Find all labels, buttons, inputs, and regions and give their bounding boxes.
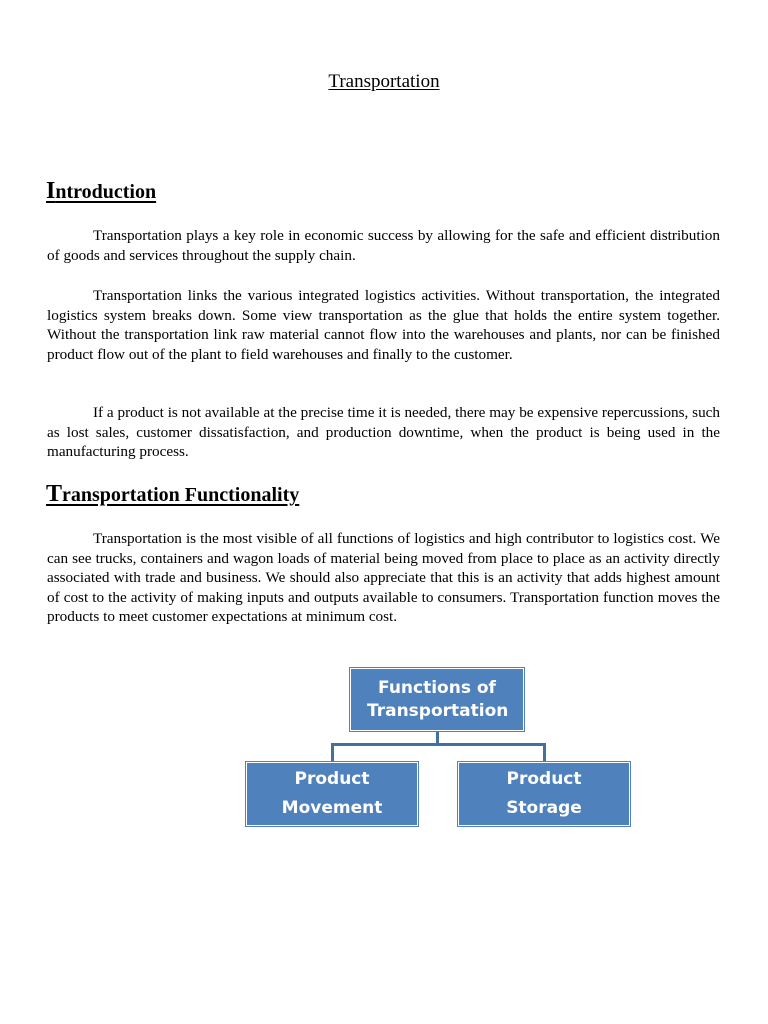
- heading-initial-letter: I: [46, 178, 56, 204]
- heading-initial-letter: T: [46, 481, 63, 507]
- document-title-text: Transportation: [328, 71, 440, 92]
- diagram-root-label: Functions of Transportation: [367, 677, 509, 721]
- diagram-child-box-storage: [458, 762, 630, 826]
- connector-line: [331, 743, 546, 746]
- diagram-root-box: [350, 668, 524, 731]
- section-heading-transportation-functionality: [46, 481, 299, 508]
- diagram-child-label: Product Storage: [506, 769, 582, 818]
- paragraph: If a product is not available at the precise time it is needed, there may be expensive repercussions, such as lost sales, customer dissatisfaction, and production downtime, when the product is being used in the manufacturing process.: [47, 404, 720, 461]
- diagram-child-box-movement: [246, 762, 418, 826]
- connector-line: [543, 743, 546, 762]
- paragraph: Transportation is the most visible of all functions of logistics and high contributor to logistics cost. We can see trucks, containers and wagon loads of material being moved from place to place as an activity directly associated with trade and business. We should also appreciate that this is an activity that adds highest amount of cost to the activity of making inputs and outputs available to consumers. Transportation function moves the products to meet customer expectations at minimum cost.: [47, 530, 720, 626]
- section-heading-introduction: [46, 178, 156, 205]
- heading-rest: ransportation Functionality: [62, 484, 300, 506]
- diagram-child-label: Product Movement: [281, 769, 383, 818]
- document-title: [0, 70, 768, 94]
- connector-line: [331, 743, 334, 762]
- heading-rest: ntroduction: [55, 181, 157, 203]
- paragraph: Transportation links the various integrated logistics activities. Without transportation, the integrated logistics system breaks down. Some view transportation as the glue that holds the entire system together. Without the transportation link raw material cannot flow into the warehouses and plants, nor can be finished product flow out of the plant to field warehouses and finally to the customer.: [47, 287, 720, 363]
- paragraph: Transportation plays a key role in economic success by allowing for the safe and efficient distribution of goods and services throughout the supply chain.: [47, 227, 720, 264]
